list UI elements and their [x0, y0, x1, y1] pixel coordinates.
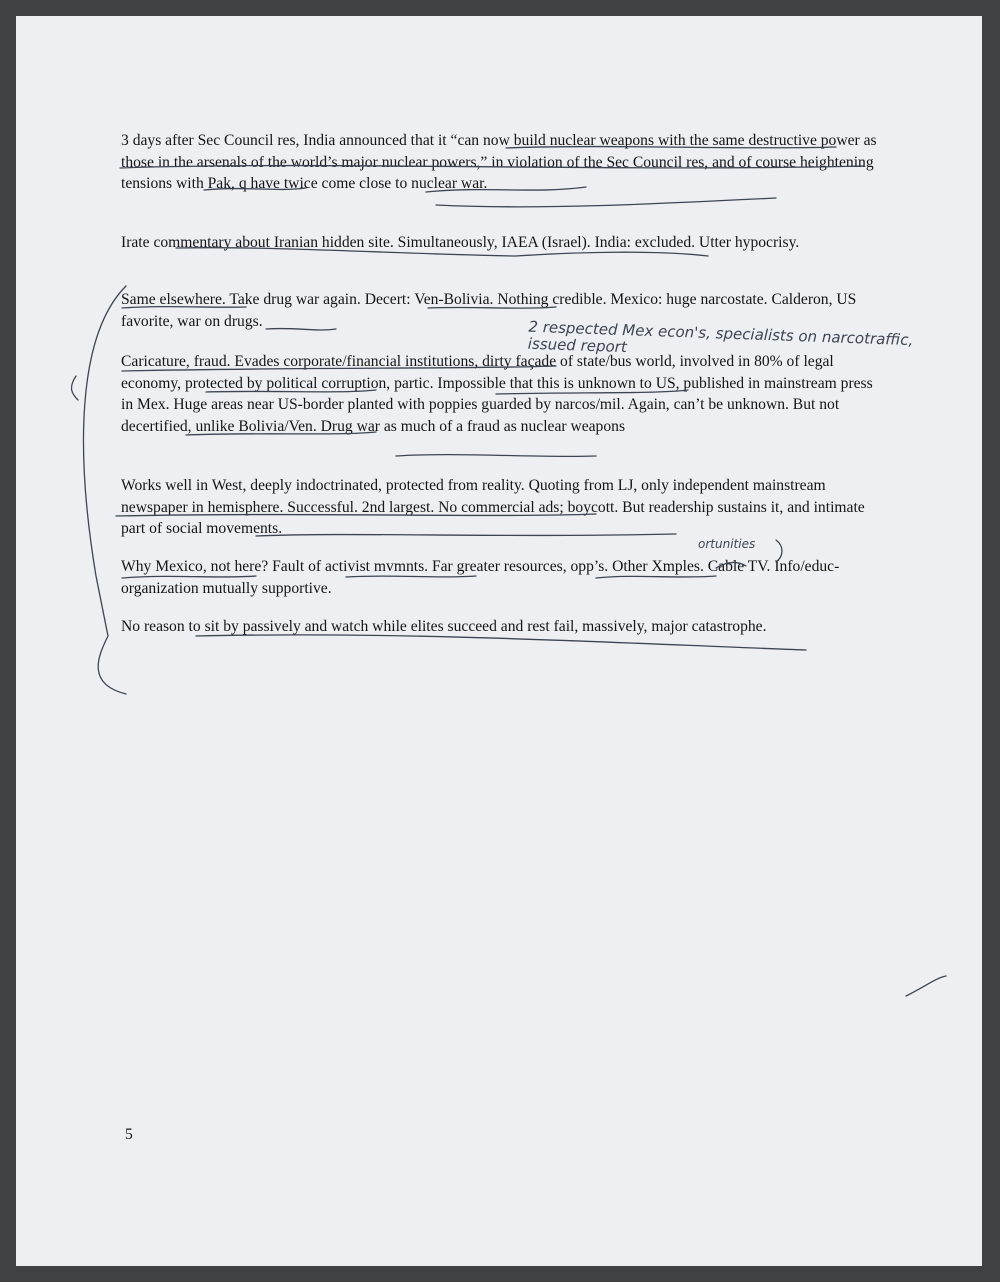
paragraph-7: No reason to sit by passively and watch while elites succeed and rest fail, massively, major catastrophe.: [121, 618, 767, 635]
paragraph-2: Irate commentary about Iranian hidden site. Simultaneously, IAEA (Israel). India: excluded. Utter hypocrisy.: [121, 234, 800, 251]
underline-mark: [396, 455, 596, 457]
handwritten-annotations: [16, 16, 982, 1266]
page-number: 5: [125, 1126, 133, 1143]
handwritten-insertion: ortunities: [698, 537, 756, 551]
stray-mark: [906, 976, 946, 996]
paragraph-1: 3 days after Sec Council res, India announced that it “can now build nuclear weapons with the same destructive power as those in the arsenals of the world’s major nuclear powers,” in violation of the Sec Council res, and of course heightening tensions with Pak, q have twice come close to nuclear war.: [121, 132, 877, 192]
underline-mark: [436, 198, 776, 207]
margin-bracket: [72, 376, 78, 400]
handwritten-margin-note: 2 respected Mex econ's, specialists on narcotraffic, issued report: [527, 317, 914, 357]
paragraph-4: Caricature, fraud. Evades corporate/financial institutions, dirty façade of state/bus world, involved in 80% of legal economy, protected by political corruption, partic. Impossible that this is unknown to US, published in mainstream press in Mex. Huge areas near US-border planted with poppies guarded by narcos/mil. Again, can’t be unknown. But not decertified, unlike Bolivia/Ven. Drug war as much of a fraud as nuclear weapons: [121, 353, 873, 435]
paragraph-6: Why Mexico, not here? Fault of activist mvmnts. Far greater resources, opp’s. Other Xmples. Cable TV. Info/educ-organization mutually supportive.: [121, 558, 840, 597]
paragraph-3: Same elsewhere. Take drug war again. Decert: Ven-Bolivia. Nothing credible. Mexico: huge narcostate. Calderon, US favorite, war on drugs.: [121, 291, 857, 330]
margin-bracket: [84, 286, 126, 694]
paragraph-5: Works well in West, deeply indoctrinated, protected from reality. Quoting from LJ, only independent mainstream newspaper in hemisphere. Successful. 2nd largest. No commercial ads; boycott. But readership sustains it, and intimate part of social movements.: [121, 477, 865, 537]
document-page: [16, 16, 982, 1266]
